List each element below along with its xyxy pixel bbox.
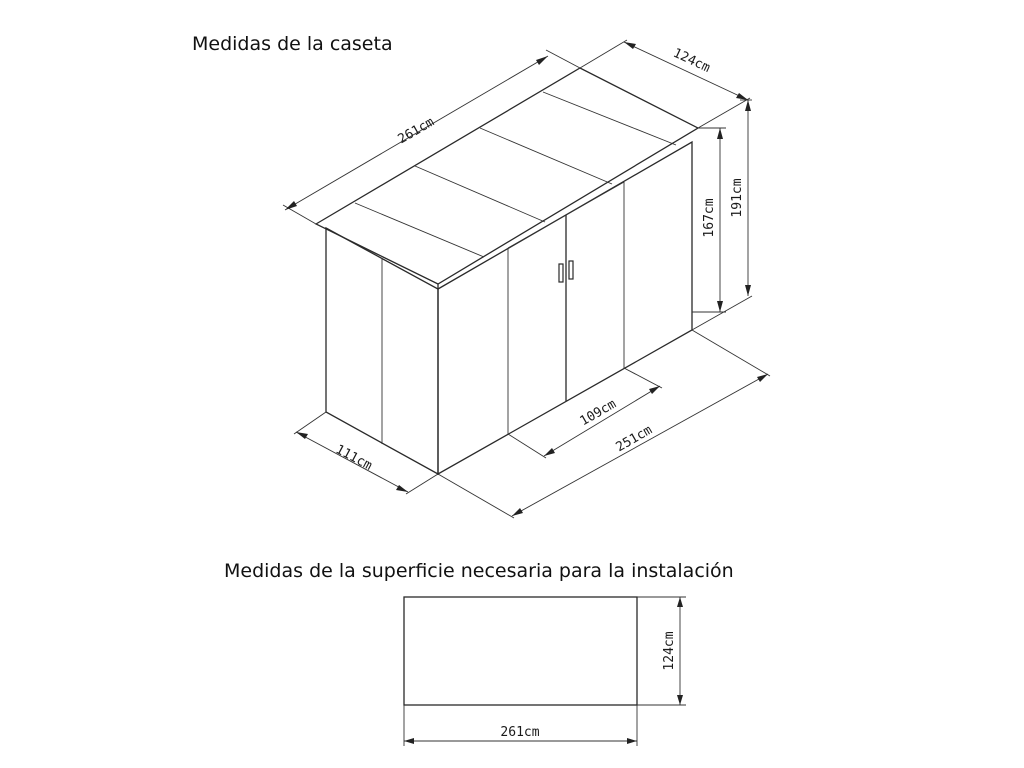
roof-seam-2 xyxy=(415,166,545,222)
shed-dimensions-title: Medidas de la caseta xyxy=(192,33,393,55)
roof-seam-4 xyxy=(543,92,676,145)
dim-label-height-front: 167cm xyxy=(702,198,717,238)
dim-label-height-total: 191cm xyxy=(730,178,745,218)
roof-seam-1 xyxy=(355,203,484,257)
dim-length-top xyxy=(283,50,580,224)
roof-panel-outline xyxy=(316,68,698,284)
dim-label-base-length: 251cm xyxy=(613,422,655,456)
dim-label-length-top: 261cm xyxy=(395,114,437,148)
dim-label-base-depth: 111cm xyxy=(332,442,375,474)
surface-rectangle xyxy=(404,597,637,705)
shed-end-wall xyxy=(326,228,438,474)
shed-isometric xyxy=(283,40,770,518)
surface-plan xyxy=(404,597,686,746)
front-wall-outline xyxy=(438,142,692,474)
roof-seam-3 xyxy=(480,128,612,184)
dim-height-front xyxy=(692,128,726,312)
dim-base-length xyxy=(438,330,770,518)
shed-front-wall xyxy=(438,142,692,474)
dim-label-depth-top: 124cm xyxy=(670,45,713,76)
installation-surface-title: Medidas de la superficie necesaria para la instalación xyxy=(224,560,734,582)
dim-base-depth xyxy=(294,412,438,494)
dim-label-door-width: 109cm xyxy=(577,396,619,430)
dim-height-total xyxy=(692,100,752,330)
shed-roof xyxy=(316,68,698,289)
dim-label-surface-depth: 124cm xyxy=(662,631,677,671)
dim-depth-top xyxy=(580,40,750,128)
dim-label-surface-width: 261cm xyxy=(500,725,540,740)
dim-surface-width xyxy=(404,705,637,746)
dim-surface-depth xyxy=(637,597,686,705)
